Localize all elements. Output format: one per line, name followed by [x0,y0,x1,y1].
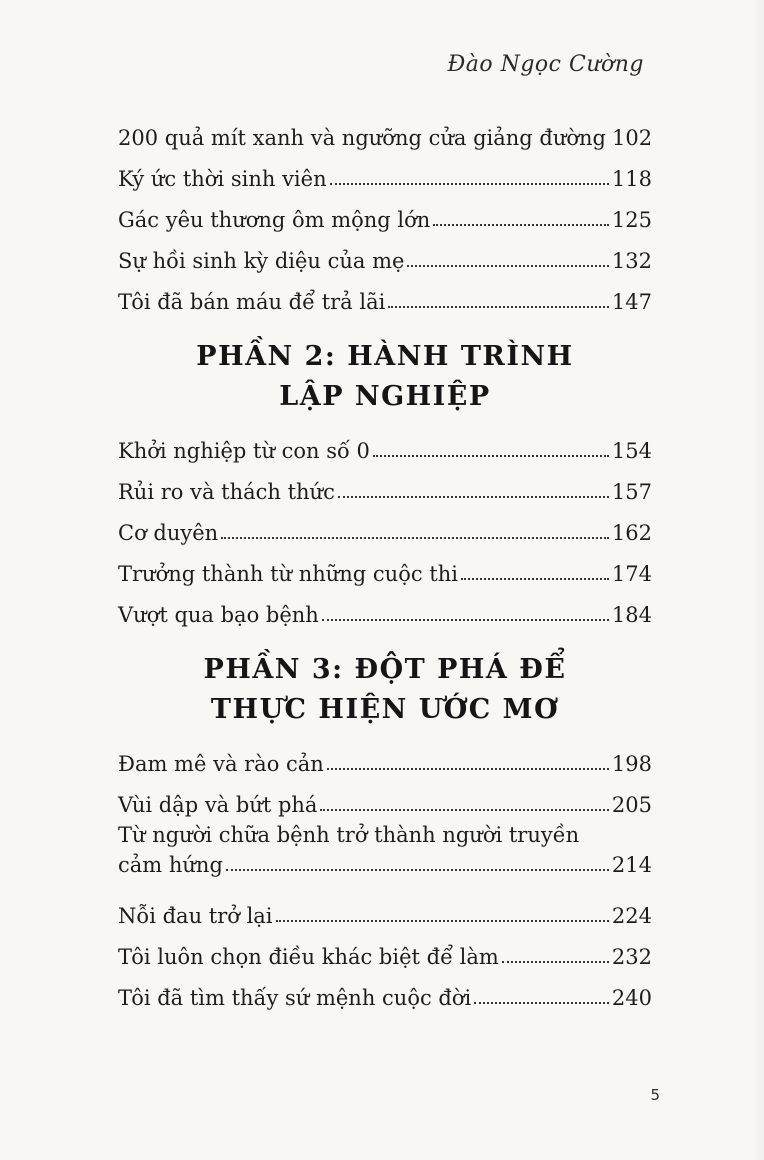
toc-entry [118,779,652,820]
toc-entry-title: Trưởng thành từ những cuộc thi [118,562,458,586]
leader-dots [474,1002,609,1004]
running-header-author: Đào Ngọc Cường [447,52,644,77]
leader-dots [221,537,609,539]
toc-entry-page: 118 [611,167,652,191]
toc-entry-title: Vùi dập và bứt phá [118,793,318,817]
toc-entry-page: 232 [611,945,652,969]
toc-entry-title-line2: cảm hứng [118,853,223,877]
toc-entry [118,153,652,194]
toc-entry-page: 224 [611,904,652,928]
toc-entry [118,276,652,317]
leader-dots [407,265,608,267]
toc-entry-page: 102 [611,126,653,150]
toc-entry-title: Cơ duyên [118,521,219,545]
toc-entry-page: 154 [611,439,652,463]
toc-entry [118,507,652,548]
toc-entry-page: 132 [611,249,652,273]
leader-dots [461,578,609,580]
toc-entry-title: Tôi luôn chọn điều khác biệt để làm [118,945,499,969]
toc-entry-title: Tôi đã tìm thấy sứ mệnh cuộc đời [118,986,472,1010]
leader-dots [338,496,609,498]
page-number: 5 [650,1086,660,1104]
toc-entry-page: 162 [611,521,652,545]
toc-entry [118,589,652,630]
toc-entry-page: 147 [611,290,652,314]
toc-entry [118,820,652,890]
toc-entry-line2 [118,850,652,880]
toc-entry [118,112,652,153]
leader-dots [433,224,609,226]
toc-entry [118,466,652,507]
part-2-heading [118,337,652,417]
leader-dots [502,961,609,963]
toc-entry-page: 205 [611,793,652,817]
part-3-heading-line1: PHẦN 3: ĐỘT PHÁ ĐỂ [203,654,567,685]
toc-entry [118,972,652,1013]
page-edge [750,0,764,1160]
leader-dots [330,183,609,185]
toc-entry [118,194,652,235]
toc-entry-title-line1: Từ người chữa bệnh trở thành người truyền [118,823,580,847]
toc-entry-title: Sự hồi sinh kỳ diệu của mẹ [118,249,405,273]
toc-entry-title: Khởi nghiệp từ con số 0 [118,439,370,463]
part-3-heading-line2: THỰC HIỆN ƯỚC MƠ [210,694,560,725]
toc-entry-title: Rủi ro và thách thức [118,480,335,504]
leader-dots [320,809,608,811]
leader-dots [322,619,609,621]
toc-entry-title: Đam mê và rào cản [118,752,324,776]
toc-entry [118,548,652,589]
toc-entry-title: Vượt qua bạo bệnh [118,603,319,627]
table-of-contents [118,112,652,1013]
part-3-heading [118,650,652,730]
toc-entry-title: 200 quả mít xanh và ngưỡng cửa giảng đường [118,126,606,150]
toc-entry-page: 198 [611,752,652,776]
toc-entry [118,931,652,972]
toc-entry-page: 174 [611,562,652,586]
toc-entry-page: 125 [611,208,652,232]
toc-entry-title: Nỗi đau trở lại [118,904,273,928]
leader-dots [373,455,609,457]
toc-entry-title: Tôi đã bán máu để trả lãi [118,290,386,314]
toc-entry [118,738,652,779]
leader-dots [276,920,609,922]
toc-entry-page: 240 [611,986,652,1010]
toc-entry [118,890,652,931]
leader-dots [388,306,609,308]
leader-dots [226,869,609,871]
leader-dots [327,768,609,770]
part-2-heading-line2: LẬP NGHIỆP [279,381,491,412]
toc-entry-title: Ký ức thời sinh viên [118,167,327,191]
toc-entry [118,235,652,276]
toc-entry-page: 184 [611,603,652,627]
toc-entry-page: 214 [611,853,652,877]
toc-entry [118,425,652,466]
toc-entry-title: Gác yêu thương ôm mộng lớn [118,208,431,232]
part-2-heading-line1: PHẦN 2: HÀNH TRÌNH [196,341,574,372]
toc-entry-page: 157 [611,480,652,504]
